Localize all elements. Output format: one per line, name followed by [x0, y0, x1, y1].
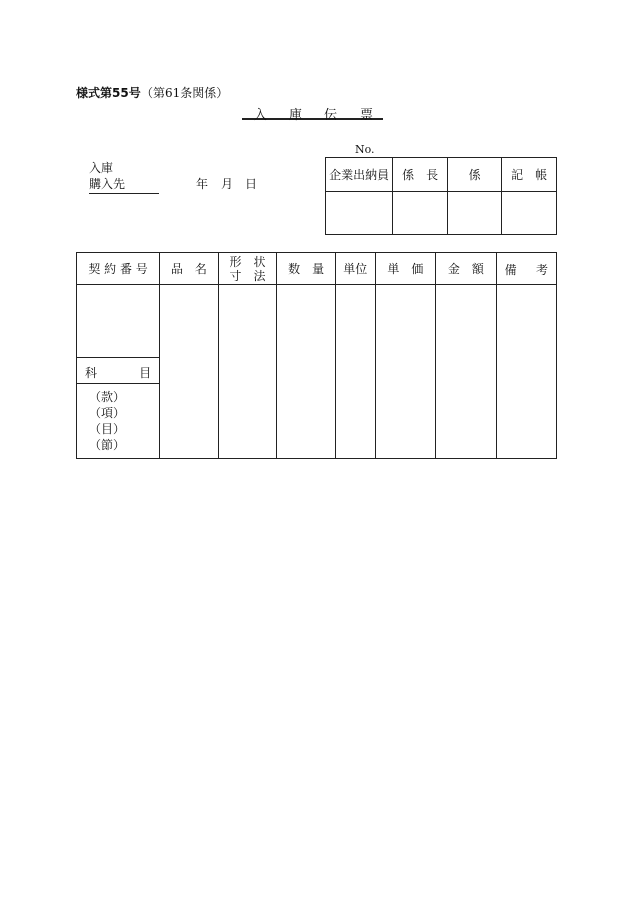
budget-code-item: （項）	[89, 406, 126, 420]
remarks-char: 備	[504, 263, 517, 277]
header-unit-price: 単 価	[375, 253, 436, 285]
approval-header-chief: 係 長	[393, 158, 448, 192]
header-quantity: 数 量	[277, 253, 336, 285]
subject-char: 目	[139, 366, 152, 380]
form-reference: （第61条関係）	[141, 86, 229, 100]
unit-price-cell	[375, 285, 436, 459]
budget-code-item: （目）	[89, 422, 126, 436]
subject-row	[77, 357, 159, 384]
header-amount: 金 額	[436, 253, 497, 285]
header-item-name: 品 名	[160, 253, 219, 285]
title-char: 伝	[324, 108, 338, 123]
subject-char: 科	[85, 366, 98, 380]
budget-code-list	[89, 389, 125, 453]
supplier-label: 購入先	[89, 175, 159, 194]
date-month-label: 月	[221, 177, 234, 191]
header-contract-number: 契 約 番 号	[77, 253, 160, 285]
stamp-cell	[502, 192, 557, 235]
contract-cell	[77, 285, 160, 459]
date-year-label: 年	[196, 177, 209, 191]
voucher-number-field: No.	[355, 143, 466, 158]
header-shape: 形 状	[229, 254, 266, 269]
title-char: 入	[254, 108, 268, 123]
stamp-cell	[393, 192, 448, 235]
approval-stamp-table	[325, 157, 557, 235]
quantity-cell	[277, 285, 336, 459]
item-name-cell	[160, 285, 219, 459]
form-number: 様式第55号	[76, 86, 141, 100]
approval-header-clerk: 係	[447, 158, 501, 192]
header-shape-size	[218, 253, 277, 285]
header-unit: 単位	[335, 253, 375, 285]
title-char: 票	[360, 108, 374, 123]
remarks-cell	[496, 285, 556, 459]
approval-header-cashier: 企業出納員	[326, 158, 393, 192]
date-day-label: 日	[245, 177, 258, 191]
header-size: 寸 法	[229, 268, 266, 283]
document-title	[242, 104, 383, 123]
budget-code-item: （節）	[89, 438, 126, 452]
remarks-char: 考	[535, 263, 548, 277]
budget-code-item: （款）	[89, 390, 126, 404]
receipt-detail-table	[76, 252, 557, 459]
header-remarks	[496, 253, 556, 285]
amount-cell	[436, 285, 497, 459]
stamp-cell	[326, 192, 393, 235]
unit-cell	[335, 285, 375, 459]
approval-header-bookkeeping: 記 帳	[502, 158, 557, 192]
stamp-cell	[447, 192, 501, 235]
shape-size-cell	[218, 285, 277, 459]
receipt-label: 入庫	[89, 161, 114, 175]
title-char: 庫	[289, 108, 303, 123]
